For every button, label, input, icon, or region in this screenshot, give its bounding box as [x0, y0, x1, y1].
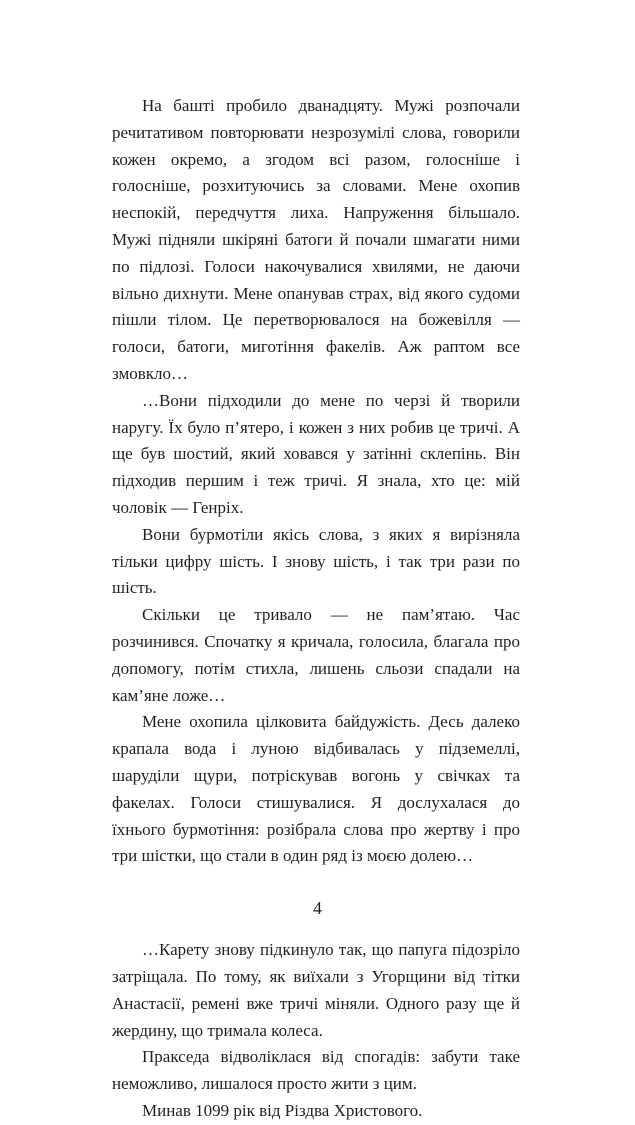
- paragraph: …Вони підходили до мене по черзі й творили наругу. Їх було п’ятеро, і кожен з них робив це тричі. А ще був шостий, який ховався у затінні склепінь. Він підходив першим і теж тричі. Я знала, хто це: мій чоловік — Генріх.: [112, 390, 520, 517]
- paragraph: На башті пробило дванадцяту. Мужі розпочали речитативом повторювати незрозумілі слова, говорили кожен окремо, а згодом всі разом, голосніше і голосніше, розхитуючись за словами. Мене охопив неспокій, передчуття лиха. Напруження більшало. Мужі підняли шкіряні батоги й почали шмагати ними по підлозі. Голоси накочувалися хвилями, не даючи вільно дихнути. Мене опанував страх, від якого судоми пішли тілом. Це перетворювалося на божевілля — голоси, батоги, миготіння факелів. Аж раптом все змовкло…: [112, 96, 520, 383]
- text-section-2: [112, 937, 520, 1125]
- paragraph: Пракседа відволіклася від спогадів: забути таке неможливо, лишалося просто жити з цим.: [112, 1047, 520, 1094]
- paragraph: Минав 1099 рік від Різдва Христового.: [142, 1100, 423, 1120]
- page-number: 4: [313, 898, 322, 918]
- paragraph: Скільки це тривало — не пам’ятаю. Час розчинився. Спочатку я кричала, голосила, благала про допомогу, потім стихла, лишень сльози спадали на кам’яне ложе…: [112, 605, 520, 705]
- paragraph: Вони бурмотіли якісь слова, з яких я вирізняла тільки цифру шість. І знову шість, і так три рази по шість.: [112, 524, 520, 598]
- paragraph: …Карету знову підкинуло так, що папуга підозріло затріщала. По тому, як виїхали з Угорщини від тітки Анастасії, ремені вже тричі міняли. Одного разу ще й жердину, що тримала колеса.: [112, 940, 520, 1040]
- paragraph: Мене охопила цілковита байдужість. Десь далеко крапала вода і луною відбивалась у підземеллі, шаруділи щури, потріскував вогонь у свічках та факелах. Голоси стишувалися. Я дослухалася до їхнього бурмотіння: розібрала слова про жертву і про три шістки, що стали в один ряд із моєю долею…: [112, 712, 520, 866]
- text-section-1: [112, 93, 520, 870]
- page-body: [112, 93, 520, 1125]
